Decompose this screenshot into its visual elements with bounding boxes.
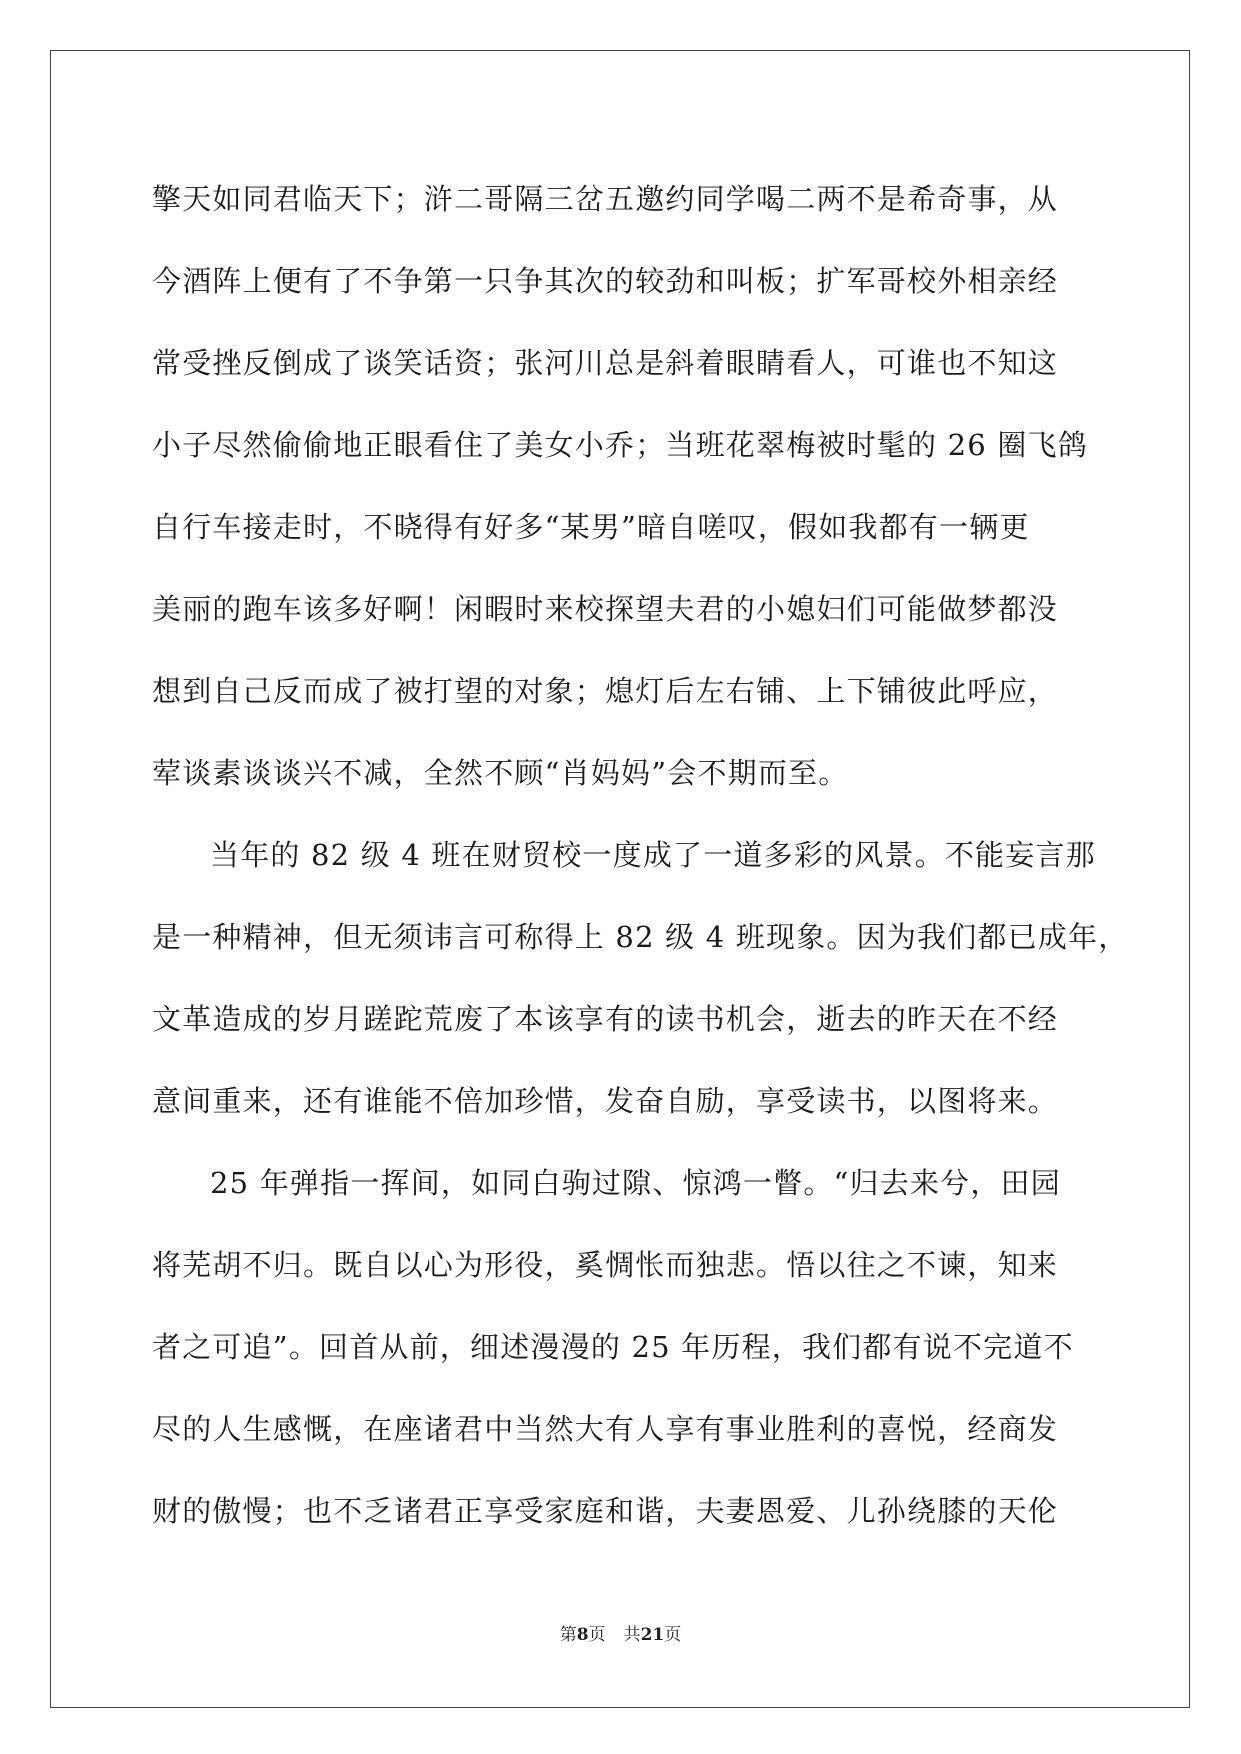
total-prefix: 共 (623, 1625, 641, 1645)
text-line: 荤谈素谈谈兴不减，全然不顾“肖妈妈”会不期而至。 (152, 756, 849, 790)
text-line: 小子尽然偷偷地正眼看住了美女小乔；当班花翠梅被时髦的 26 圈飞鸽 (152, 428, 1088, 462)
total-pages: 21 (640, 1625, 665, 1645)
text-line: 自行车接走时，不晓得有好多“某男”暗自嗟叹，假如我都有一辆更 (152, 510, 1030, 544)
text-line-paragraph-start: 当年的 82 级 4 班在财贸校一度成了一道多彩的风景。不能妄言那 (210, 838, 1096, 872)
total-suffix: 页 (664, 1625, 682, 1645)
page-number: 8 (576, 1625, 589, 1645)
text-line: 将芜胡不归。既自以心为形役，奚惆怅而独悲。悟以往之不谏，知来 (152, 1248, 1059, 1282)
text-line: 常受挫反倒成了谈笑话资；张河川总是斜着眼睛看人，可谁也不知这 (152, 346, 1059, 380)
page-footer (0, 1625, 1241, 1645)
text-line: 者之可追”。回首从前，细述漫漫的 25 年历程，我们都有说不完道不 (152, 1330, 1074, 1364)
text-line: 文革造成的岁月蹉跎荒废了本该享有的读书机会，逝去的昨天在不经 (152, 1002, 1059, 1036)
text-line-paragraph-start: 25 年弹指一挥间，如同白驹过隙、惊鸿一瞥。“归去来兮，田园 (210, 1166, 1061, 1200)
text-line: 想到自己反而成了被打望的对象；熄灯后左右铺、上下铺彼此呼应， (152, 674, 1059, 708)
text-line: 是一种精神，但无须讳言可称得上 82 级 4 班现象。因为我们都已成年， (152, 920, 1129, 954)
document-body (152, 158, 1129, 1552)
page-suffix: 页 (588, 1625, 606, 1645)
text-line: 今酒阵上便有了不争第一只争其次的较劲和叫板；扩军哥校外相亲经 (152, 264, 1059, 298)
text-line: 美丽的跑车该多好啊！闲暇时来校探望夫君的小媳妇们可能做梦都没 (152, 592, 1059, 626)
text-line: 擎天如同君临天下；浒二哥隔三岔五邀约同学喝二两不是希奇事，从 (152, 182, 1059, 216)
text-line: 财的傲慢；也不乏诸君正享受家庭和谐，夫妻恩爱、儿孙绕膝的天伦 (152, 1494, 1059, 1528)
page-prefix: 第 (559, 1625, 577, 1645)
text-line: 尽的人生感慨，在座诸君中当然大有人享有事业胜利的喜悦，经商发 (152, 1412, 1059, 1446)
text-line: 意间重来，还有谁能不倍加珍惜，发奋自励，享受读书，以图将来。 (152, 1084, 1059, 1118)
